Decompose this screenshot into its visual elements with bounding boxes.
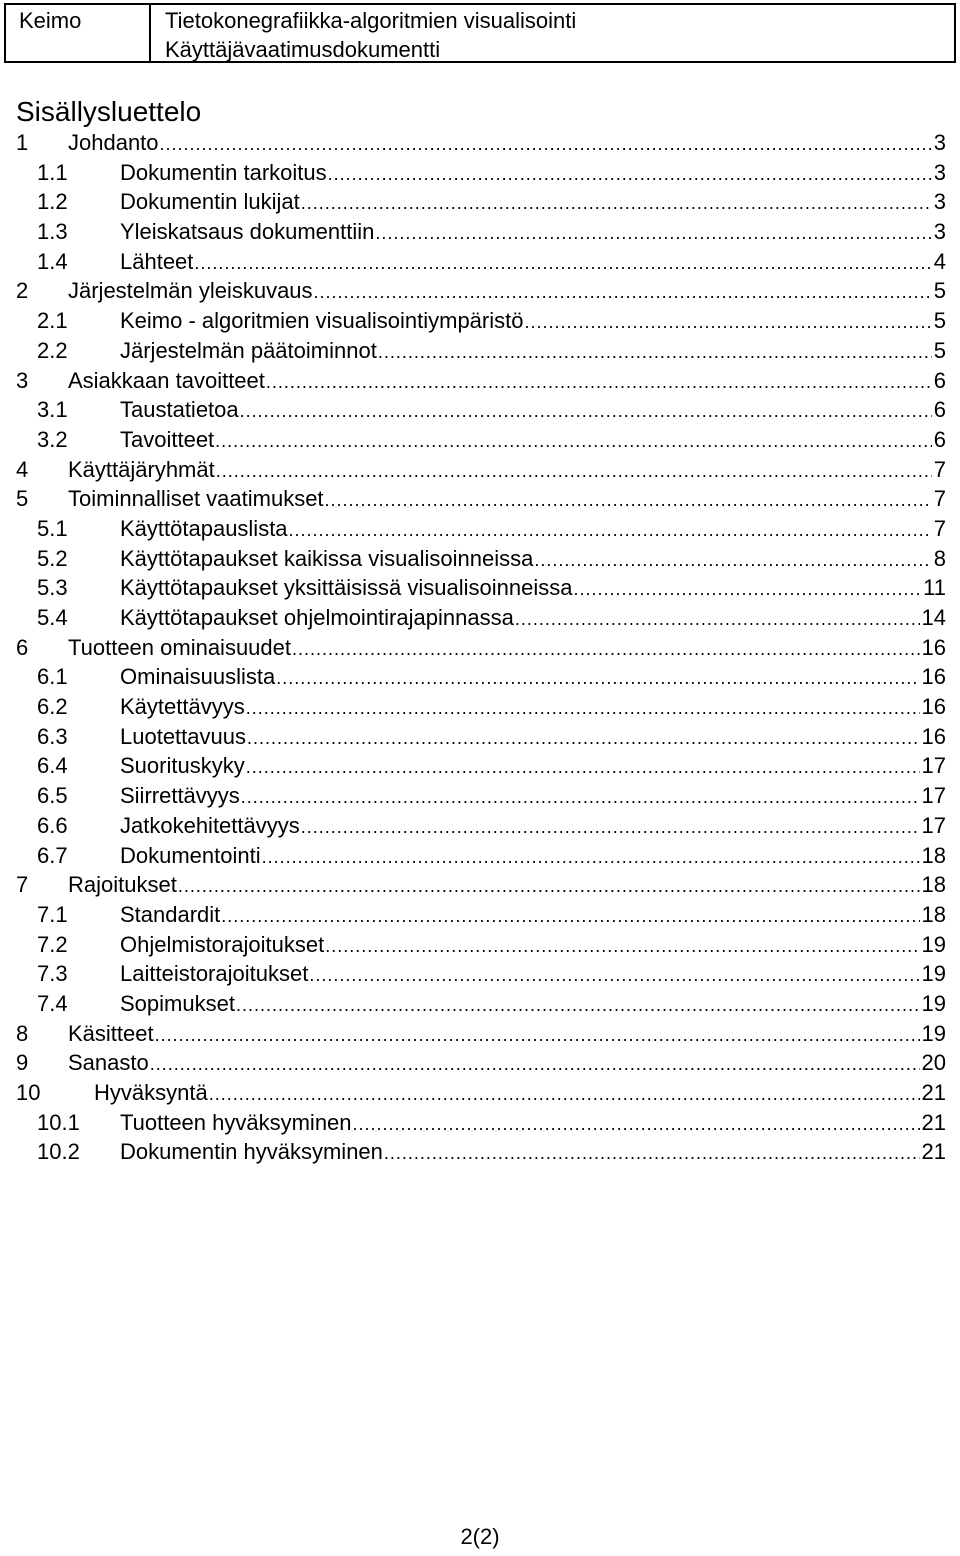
toc-title: Sisällysluettelo — [16, 96, 202, 127]
toc-entry-page: 6 — [933, 397, 946, 423]
toc-entry-number: 10 — [16, 1080, 41, 1105]
toc-entry-title: Käyttäjäryhmät — [68, 456, 215, 482]
toc-entry[interactable] — [16, 722, 946, 752]
toc-entry-line — [68, 276, 946, 308]
toc-entry-title: Ominaisuuslista — [120, 664, 276, 690]
toc-leader-dots — [262, 843, 920, 873]
header-course-title: Tietokonegrafiikka-algoritmien visualisointi — [165, 8, 577, 33]
toc-entry-page: 19 — [921, 931, 946, 957]
toc-entry-title: Johdanto — [68, 130, 159, 155]
toc-leader-dots — [289, 516, 932, 546]
toc-entry[interactable] — [16, 455, 946, 485]
toc-entry-line — [68, 128, 946, 160]
toc-entry-line — [120, 187, 946, 219]
toc-entry-line — [120, 751, 946, 783]
toc-entry-title: Sopimukset — [120, 990, 235, 1016]
toc-entry[interactable] — [16, 217, 946, 247]
toc-entry-title: Käsitteet — [68, 1020, 154, 1046]
toc-entry[interactable] — [16, 751, 946, 781]
toc-entry-title: Ohjelmistorajoitukset — [120, 931, 325, 957]
toc-entry-page: 20 — [921, 1050, 946, 1076]
toc-entry-page: 14 — [921, 605, 946, 630]
toc-entry-title: Yleiskatsaus dokumenttiin — [120, 219, 375, 245]
toc-entry-line — [120, 959, 946, 991]
toc-entry[interactable] — [16, 336, 946, 366]
toc-entry-line — [120, 811, 946, 843]
toc-entry[interactable] — [16, 1048, 946, 1078]
toc-entry-line — [120, 573, 946, 605]
toc-entry[interactable] — [16, 544, 946, 574]
toc-entry-page: 21 — [921, 1109, 946, 1135]
toc-entry-number: 7.2 — [37, 931, 68, 957]
toc-entry-number: 6 — [16, 634, 29, 660]
toc-entry-title: Käyttötapaukset kaikissa visualisoinneissa — [120, 545, 534, 571]
toc-entry[interactable] — [16, 573, 946, 603]
toc-entry-page: 7 — [933, 456, 946, 482]
toc-leader-dots — [276, 664, 919, 694]
toc-entry[interactable] — [16, 1137, 946, 1167]
toc-entry-number: 4 — [16, 456, 29, 482]
toc-entry-number: 5.4 — [37, 605, 68, 630]
toc-entry-number: 7.4 — [37, 990, 68, 1016]
toc-leader-dots — [353, 1110, 920, 1140]
toc-entry[interactable] — [16, 395, 946, 425]
toc-entry-title: Sanasto — [68, 1050, 149, 1076]
toc-leader-dots — [247, 724, 920, 754]
toc-entry-number: 1.1 — [37, 159, 68, 185]
toc-entry-page: 7 — [933, 486, 946, 512]
toc-entry[interactable] — [16, 158, 946, 188]
toc-leader-dots — [216, 457, 932, 487]
toc-entry-line — [120, 900, 946, 932]
toc-entry-number: 3.2 — [37, 426, 68, 452]
toc-entry-title: Luotettavuus — [120, 723, 246, 749]
toc-entry-line — [120, 544, 946, 576]
toc-entry[interactable] — [16, 1019, 946, 1049]
toc-entry-line — [120, 841, 946, 873]
toc-entry-number: 7.3 — [37, 961, 68, 987]
toc-entry-title: Keimo - algoritmien visualisointiympäristö — [120, 308, 524, 334]
toc-entry-number: 9 — [16, 1050, 29, 1076]
toc-entry-page: 17 — [921, 783, 946, 809]
toc-entry-line — [68, 870, 946, 902]
toc-entry[interactable] — [16, 306, 946, 336]
toc-entry-line — [68, 455, 946, 487]
toc-entry-page: 19 — [921, 990, 946, 1016]
toc-leader-dots — [178, 872, 920, 902]
toc-entry[interactable] — [16, 514, 946, 544]
toc-entry-title: Tavoitteet — [120, 426, 215, 452]
toc-entry-number: 6.4 — [37, 753, 68, 779]
toc-entry-number: 2.1 — [37, 308, 68, 334]
toc-leader-dots — [573, 575, 921, 605]
toc-entry-page: 7 — [933, 515, 946, 541]
toc-entry-page: 5 — [933, 278, 946, 304]
toc-leader-dots — [155, 1021, 920, 1051]
toc-entry-title: Toiminnalliset vaatimukset — [68, 486, 324, 512]
toc-leader-dots — [246, 753, 920, 783]
toc-entry-number: 6.6 — [37, 812, 68, 838]
toc-entry-page: 11 — [923, 575, 946, 601]
toc-leader-dots — [215, 427, 932, 457]
toc-entry-page: 16 — [921, 694, 946, 720]
toc-entry-number: 5.2 — [37, 545, 68, 571]
toc-leader-dots — [515, 605, 920, 635]
toc-entry-number: 2 — [16, 278, 29, 304]
toc-entry-page: 16 — [921, 723, 946, 749]
toc-entry-title: Dokumentin lukijat — [120, 189, 300, 215]
toc-entry-line — [120, 306, 946, 338]
toc-entry-number: 6.2 — [37, 694, 68, 720]
toc-entry[interactable] — [16, 484, 946, 514]
toc-leader-dots — [301, 813, 920, 843]
toc-entry-number: 1.4 — [37, 248, 68, 274]
toc-entry-line — [68, 1048, 946, 1080]
toc-entry-number: 3.1 — [37, 397, 68, 423]
toc-entry-page: 18 — [921, 901, 946, 927]
toc-entry[interactable] — [16, 662, 946, 692]
toc-entry-page: 8 — [933, 545, 946, 571]
toc-entry[interactable] — [16, 1078, 946, 1108]
toc-entry[interactable] — [16, 276, 946, 306]
toc-entry-title: Taustatietoa — [120, 397, 239, 423]
toc-entry-line — [68, 1019, 946, 1051]
header-document-type: Käyttäjävaatimusdokumentti — [165, 37, 441, 62]
toc-entry-line — [120, 1137, 946, 1169]
table-of-contents — [16, 128, 946, 1167]
toc-entry-title: Rajoitukset — [68, 872, 177, 898]
toc-leader-dots — [328, 160, 932, 190]
toc-entry-number: 1.2 — [37, 189, 68, 215]
toc-entry-line — [94, 1078, 946, 1110]
toc-entry[interactable] — [16, 781, 946, 811]
toc-entry[interactable] — [16, 870, 946, 900]
toc-entry[interactable] — [16, 633, 946, 663]
toc-entry-number: 6.7 — [37, 842, 68, 868]
toc-entry-title: Dokumentointi — [120, 842, 261, 868]
toc-entry-page: 18 — [921, 872, 946, 898]
toc-entry-title: Standardit — [120, 901, 221, 927]
toc-entry-number: 6.5 — [37, 783, 68, 809]
toc-entry[interactable] — [16, 425, 946, 455]
toc-entry-page: 3 — [933, 219, 946, 245]
toc-entry[interactable] — [16, 989, 946, 1019]
toc-entry-title: Käyttötapaukset ohjelmointirajapinnassa — [120, 605, 514, 630]
toc-entry-title: Tuotteen ominaisuudet — [68, 634, 291, 660]
toc-leader-dots — [292, 635, 920, 665]
toc-entry[interactable] — [16, 128, 946, 158]
toc-entry-page: 3 — [933, 189, 946, 215]
toc-entry-line — [120, 989, 946, 1021]
toc-entry-line — [120, 781, 946, 813]
toc-entry-line — [120, 930, 946, 962]
toc-entry-line — [68, 633, 946, 665]
toc-entry-page: 16 — [921, 634, 946, 660]
header-project-name: Keimo — [19, 8, 82, 33]
toc-leader-dots — [309, 961, 919, 991]
toc-entry-page: 3 — [933, 159, 946, 185]
toc-leader-dots — [194, 249, 931, 279]
toc-entry-number: 6.3 — [37, 723, 68, 749]
toc-entry-title: Dokumentin hyväksyminen — [120, 1139, 383, 1165]
toc-entry[interactable] — [16, 841, 946, 871]
toc-entry-page: 5 — [933, 337, 946, 363]
toc-entry-title: Jatkokehitettävyys — [120, 812, 300, 838]
toc-leader-dots — [325, 486, 932, 516]
toc-entry[interactable] — [16, 1108, 946, 1138]
toc-entry-title: Siirrettävyys — [120, 783, 240, 809]
toc-entry-page: 5 — [933, 308, 946, 334]
toc-entry-number: 3 — [16, 367, 29, 393]
toc-entry-number: 5 — [16, 486, 29, 512]
toc-entry-number: 6.1 — [37, 664, 68, 690]
toc-entry-title: Käytettävyys — [120, 694, 245, 720]
toc-entry-title: Laitteistorajoitukset — [120, 961, 309, 987]
toc-leader-dots — [160, 130, 932, 160]
toc-leader-dots — [150, 1050, 920, 1080]
toc-entry-title: Käyttötapauslista — [120, 515, 288, 541]
document-header — [4, 3, 956, 63]
toc-leader-dots — [534, 546, 931, 576]
toc-leader-dots — [325, 932, 919, 962]
toc-leader-dots — [240, 397, 932, 427]
toc-entry-line — [120, 1108, 946, 1140]
toc-entry-line — [120, 722, 946, 754]
toc-entry-title: Käyttötapaukset yksittäisissä visualisoinneissa — [120, 575, 573, 601]
toc-entry-title: Dokumentin tarkoitus — [120, 159, 327, 185]
toc-entry-number: 5.3 — [37, 575, 68, 601]
toc-entry-page: 17 — [921, 753, 946, 779]
toc-entry-number: 10.2 — [37, 1139, 80, 1165]
toc-entry-line — [120, 692, 946, 724]
toc-entry-line — [120, 603, 946, 635]
toc-entry[interactable] — [16, 187, 946, 217]
toc-entry-number: 10.1 — [37, 1109, 80, 1135]
toc-entry-number: 7 — [16, 872, 29, 898]
toc-entry-title: Järjestelmän yleiskuvaus — [68, 278, 313, 304]
toc-leader-dots — [314, 278, 932, 308]
toc-entry-page: 19 — [921, 961, 946, 987]
toc-leader-dots — [378, 338, 932, 368]
toc-entry-page: 6 — [933, 367, 946, 393]
toc-entry-page: 3 — [933, 130, 946, 155]
toc-entry-title: Tuotteen hyväksyminen — [120, 1109, 352, 1135]
toc-entry-number: 5.1 — [37, 515, 68, 541]
toc-entry-page: 21 — [921, 1080, 946, 1105]
toc-entry-page: 18 — [921, 842, 946, 868]
toc-entry[interactable] — [16, 366, 946, 396]
toc-entry-line — [120, 514, 946, 546]
toc-entry-line — [68, 366, 946, 398]
toc-entry-number: 8 — [16, 1020, 29, 1046]
toc-entry-title: Järjestelmän päätoiminnot — [120, 337, 377, 363]
toc-entry-number: 7.1 — [37, 901, 68, 927]
toc-leader-dots — [266, 368, 932, 398]
toc-entry-line — [120, 662, 946, 694]
toc-entry-title: Suorituskyky — [120, 753, 245, 779]
toc-leader-dots — [375, 219, 931, 249]
toc-leader-dots — [209, 1080, 920, 1110]
toc-entry-number: 1 — [16, 130, 29, 155]
toc-leader-dots — [384, 1139, 920, 1169]
toc-entry-page: 19 — [921, 1020, 946, 1046]
toc-entry[interactable] — [16, 959, 946, 989]
toc-entry-number: 1.3 — [37, 219, 68, 245]
toc-entry-title: Lähteet — [120, 248, 194, 274]
toc-entry[interactable] — [16, 247, 946, 277]
page-indicator: 2(2) — [460, 1524, 500, 1549]
toc-entry-page: 6 — [933, 426, 946, 452]
toc-entry-line — [68, 484, 946, 516]
toc-entry-title: Asiakkaan tavoitteet — [68, 367, 265, 393]
toc-entry[interactable] — [16, 900, 946, 930]
toc-leader-dots — [241, 783, 920, 813]
toc-entry-number: 2.2 — [37, 337, 68, 363]
toc-entry[interactable] — [16, 811, 946, 841]
toc-entry-line — [120, 217, 946, 249]
toc-entry-line — [120, 336, 946, 368]
toc-entry-line — [120, 247, 946, 279]
toc-entry[interactable] — [16, 692, 946, 722]
toc-entry[interactable] — [16, 603, 946, 633]
toc-leader-dots — [524, 308, 931, 338]
toc-leader-dots — [246, 694, 920, 724]
toc-entry-line — [120, 425, 946, 457]
toc-entry-page: 17 — [921, 812, 946, 838]
toc-entry-page: 21 — [921, 1139, 946, 1165]
toc-leader-dots — [221, 902, 919, 932]
toc-entry-title: Hyväksyntä — [94, 1080, 208, 1105]
toc-leader-dots — [301, 189, 932, 219]
toc-entry-line — [120, 395, 946, 427]
toc-entry-page: 4 — [933, 248, 946, 274]
toc-leader-dots — [236, 991, 920, 1021]
toc-entry-page: 16 — [921, 664, 946, 690]
toc-entry-line — [120, 158, 946, 190]
toc-entry[interactable] — [16, 930, 946, 960]
